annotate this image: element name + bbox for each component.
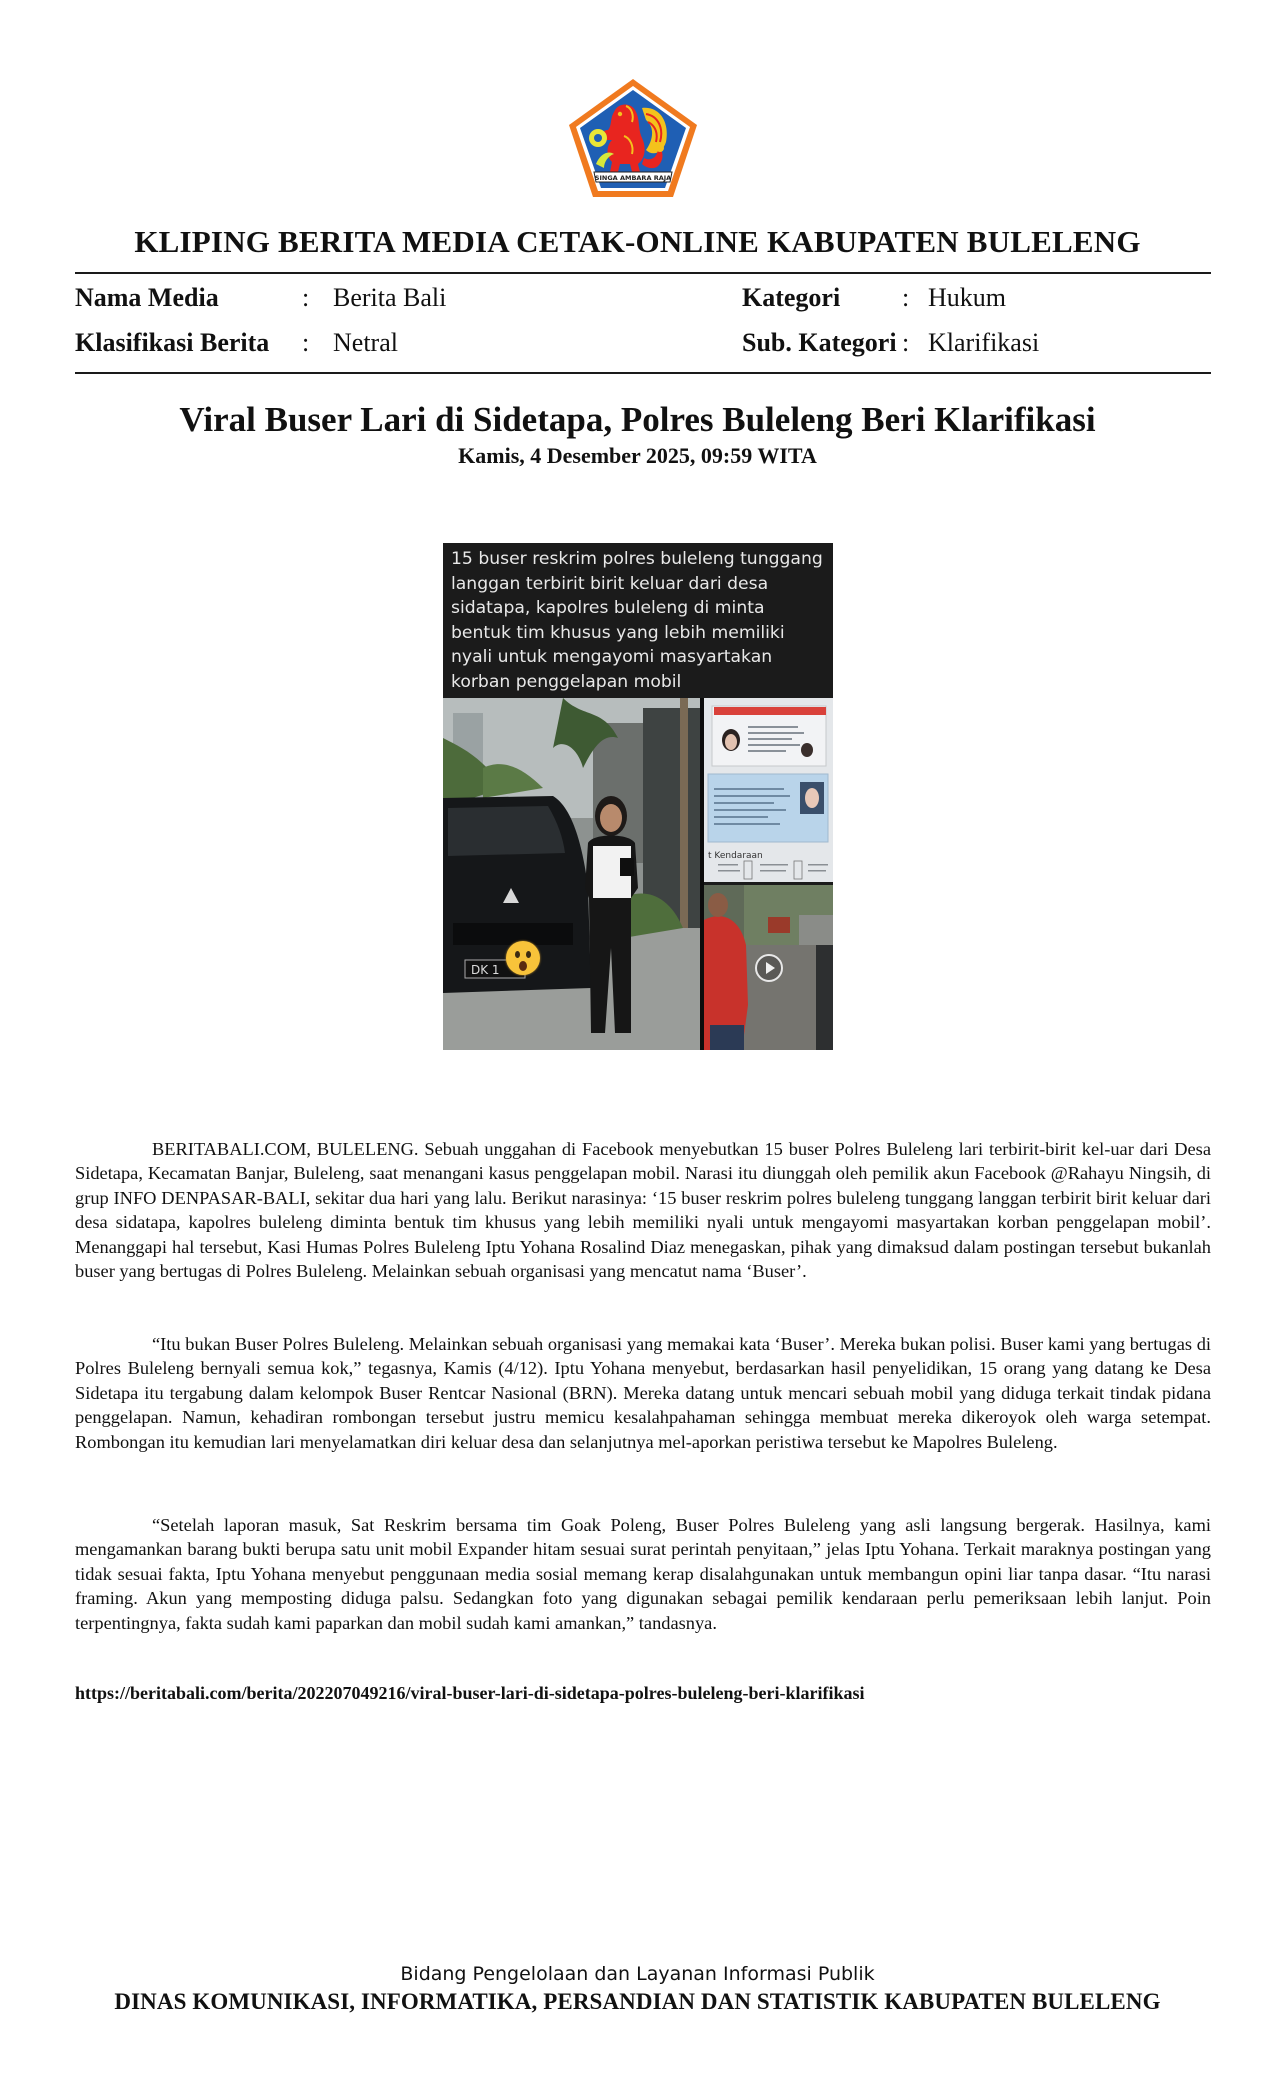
license-plate-text: DK 1	[471, 963, 500, 977]
logo-motto: SINGA AMBARA RAJA	[594, 174, 672, 182]
klasifikasi-label: Klasifikasi Berita	[75, 328, 270, 357]
article-paragraph-3	[75, 1513, 1211, 1635]
form-heading-text: t Kendaraan	[708, 851, 763, 861]
source-link[interactable]: https://beritabali.com/berita/202207049216/viral-buser-lari-di-sidetapa-polres-buleleng-beri-klarifikasi	[75, 1683, 865, 1703]
footer-department: Bidang Pengelolaan dan Layanan Informasi Publik	[400, 1963, 875, 1985]
article-paragraph-2-text: “Itu bukan Buser Polres Buleleng. Melainkan sebuah organisasi yang memakai kata ‘Buser’. Mereka bukan polisi. Buser kami yang bertugas di Polres Buleleng bernyali semua kok,” tegasnya, Kamis (4/12). Iptu Yohana menyebut, berdasarkan hasil penyelidikan, 15 orang yang datang ke Desa Sidetapa itu tergabung dalam kelompok Buser Rentcar Nasional (BRN). Mereka datang untuk mencari sebuah mobil yang diduga terkait tindak pidana penggelapan. Namun, kehadiran rombongan tersebut justru memicu kesalahpahaman sehingga membuat mereka dikeroyok oleh warga setempat. Rombongan itu kemudian lari menyelamatkan diri keluar desa dan selanjutnya mel-aporkan peristiwa tersebut ke Mapolres Buleleng.	[75, 1334, 1211, 1452]
regency-logo	[566, 76, 700, 200]
article-paragraph-3-text: “Setelah laporan masuk, Sat Reskrim bersama tim Goak Poleng, Buser Polres Buleleng yang asli langsung bergerak. Hasilnya, kami mengamankan barang bukti berupa satu unit mobil Expander hitam sesuai surat perintah penyitaan,” jelas Iptu Yohana. Terkait maraknya postingan yang tidak sesuai fakta, Iptu Yohana menyebut penggunaan media sosial memang kerap disalahgunakan untuk membangun opini liar tanpa dasar. “Itu narasi framing. Akun yang memposting diduga palsu. Sedangkan foto yang digunakan sebagai pemilik kendaraan perlu pemeriksaan lebih lanjut. Poin terpentingnya, fakta sudah kami paparkan dan mobil sudah kami amankan,” tandasnya.	[75, 1515, 1211, 1633]
image-caption: 15 buser reskrim polres buleleng tunggang langgan terbirit birit keluar dari desa sidatapa, kapolres buleleng di minta bentuk tim khusus yang lebih memiliki nyali untuk mengayomi masyartakan korban penggelapan mobil	[451, 549, 823, 692]
header-top-rule	[75, 272, 1211, 274]
header-bottom-rule	[75, 372, 1211, 374]
photo-woman-with-car	[443, 698, 700, 1050]
regency-emblem-icon	[566, 76, 700, 200]
article-image	[443, 543, 833, 1050]
nama-media-colon: :	[302, 283, 310, 312]
meta-row-media	[0, 281, 1275, 315]
sub-kategori-label: Sub. Kategori	[742, 328, 897, 357]
footer-organization: DINAS KOMUNIKASI, INFORMATIKA, PERSANDIAN DAN STATISTIK KABUPATEN BULELENG	[114, 1989, 1161, 2014]
article-headline: Viral Buser Lari di Sidetapa, Polres Buleleng Beri Klarifikasi	[179, 400, 1096, 439]
photo-id-documents	[704, 698, 833, 882]
play-icon[interactable]	[755, 954, 783, 982]
nama-media-value: Berita Bali	[333, 283, 447, 312]
article-paragraph-2	[75, 1332, 1211, 1454]
article-paragraph-1-text: BERITABALI.COM, BULELENG. Sebuah unggahan di Facebook menyebutkan 15 buser Polres Buleleng lari terbirit-birit kel-uar dari Desa Sidetapa, Kecamatan Banjar, Buleleng, saat menangani kasus penggelapan mobil. Narasi itu diunggah oleh pemilik akun Facebook @Rahayu Ningsih, di grup INFO DENPASAR-BALI, sekitar dua hari yang lalu. Berikut narasinya: ‘15 buser reskrim polres buleleng tunggang langgan terbirit birit keluar dari desa sidatapa, kapolres buleleng diminta bentuk tim khusus yang lebih memiliki nyali untuk mengayomi masyartakan korban penggelapan mobil’. Menanggapi hal tersebut, Kasi Humas Polres Buleleng Iptu Yohana Rosalind Diaz menegaskan, pihak yang dimaksud dalam postingan tersebut bukanlah buser yang bertugas di Polres Buleleng. Melainkan sebuah organisasi yang mencatut nama ‘Buser’.	[75, 1139, 1211, 1282]
klasifikasi-value: Netral	[333, 328, 398, 357]
klasifikasi-colon: :	[302, 328, 310, 357]
kategori-value: Hukum	[928, 283, 1006, 312]
nama-media-label: Nama Media	[75, 283, 219, 312]
article-paragraph-1	[75, 1137, 1211, 1283]
meta-row-klasifikasi	[0, 326, 1275, 360]
surprised-emoji-icon	[506, 941, 540, 975]
photo-video-thumbnail[interactable]	[704, 885, 833, 1050]
sub-kategori-colon: :	[902, 328, 910, 357]
kategori-label: Kategori	[742, 283, 841, 312]
kategori-colon: :	[902, 283, 910, 312]
document-title: KLIPING BERITA MEDIA CETAK-ONLINE KABUPATEN BULELENG	[134, 224, 1141, 259]
sub-kategori-value: Klarifikasi	[928, 328, 1040, 357]
article-dateline: Kamis, 4 Desember 2025, 09:59 WITA	[458, 443, 817, 468]
